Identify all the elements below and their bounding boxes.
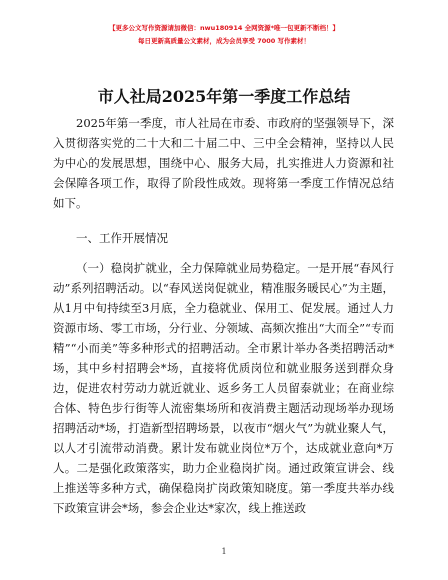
section-body-block <box>53 258 394 518</box>
page-number: 1 <box>221 547 227 556</box>
section-heading: 一、工作开展情况 <box>76 231 168 245</box>
promo-banner-line-2: 每日更新高质量公文素材，成为会员享受 7000 写作素材！ <box>137 37 311 45</box>
intro-paragraph-block <box>53 113 394 213</box>
promo-banner-line-1: 【更多公文写作资源请加微信：nwu180914 全网资源*唯一包更新不断档！】 <box>108 24 340 32</box>
section-paragraph: （一）稳岗扩就业，全力保障就业局势稳定。一是开展“春风行动”系列招聘活动。以“春风送岗促就业，精准服务暖民心”为主题，从1月中旬持续至3月底，全力稳就业、保用工、促发展。通过人力资源市场、零工市场，分行业、分领域、高频次推出“大而全”“专而精”“小而美”等多种形式的招聘活动。全市累计举办各类招聘活动*场，其中乡村招聘会*场，直接将优质岗位和就业服务送到群众身边，促进农村劳动力就近就业、返乡务工人员留泰就业；在商业综合体、特色步行街等人流密集场所和夜消费主题活动现场举办现场招聘活动*场，打造新型招聘场景，以夜市“烟火气”为就业聚人气，以人才引流带动消费。累计发布就业岗位*万个，达成就业意向*万人。二是强化政策落实，助力企业稳岗扩岗。通过政策宣讲会、线上推送等多种方式，确保稳岗扩岗政策知晓度。第一季度共举办线下政策宣讲会*场，参会企业达*家次，线上推送政 <box>53 261 394 515</box>
intro-paragraph: 2025年第一季度，市人社局在市委、市政府的坚强领导下，深入贯彻落实党的二十大和二十届二中、三中全会精神，坚持以人民为中心的发展思想，围绕中心、服务大局，扎实推进人力资源和社会保障各项工作，取得了阶段性成效。现将第一季度工作情况总结如下。 <box>53 116 394 210</box>
document-title: 市人社局2025年第一季度工作总结 <box>97 87 351 106</box>
section-heading-block <box>53 228 394 248</box>
